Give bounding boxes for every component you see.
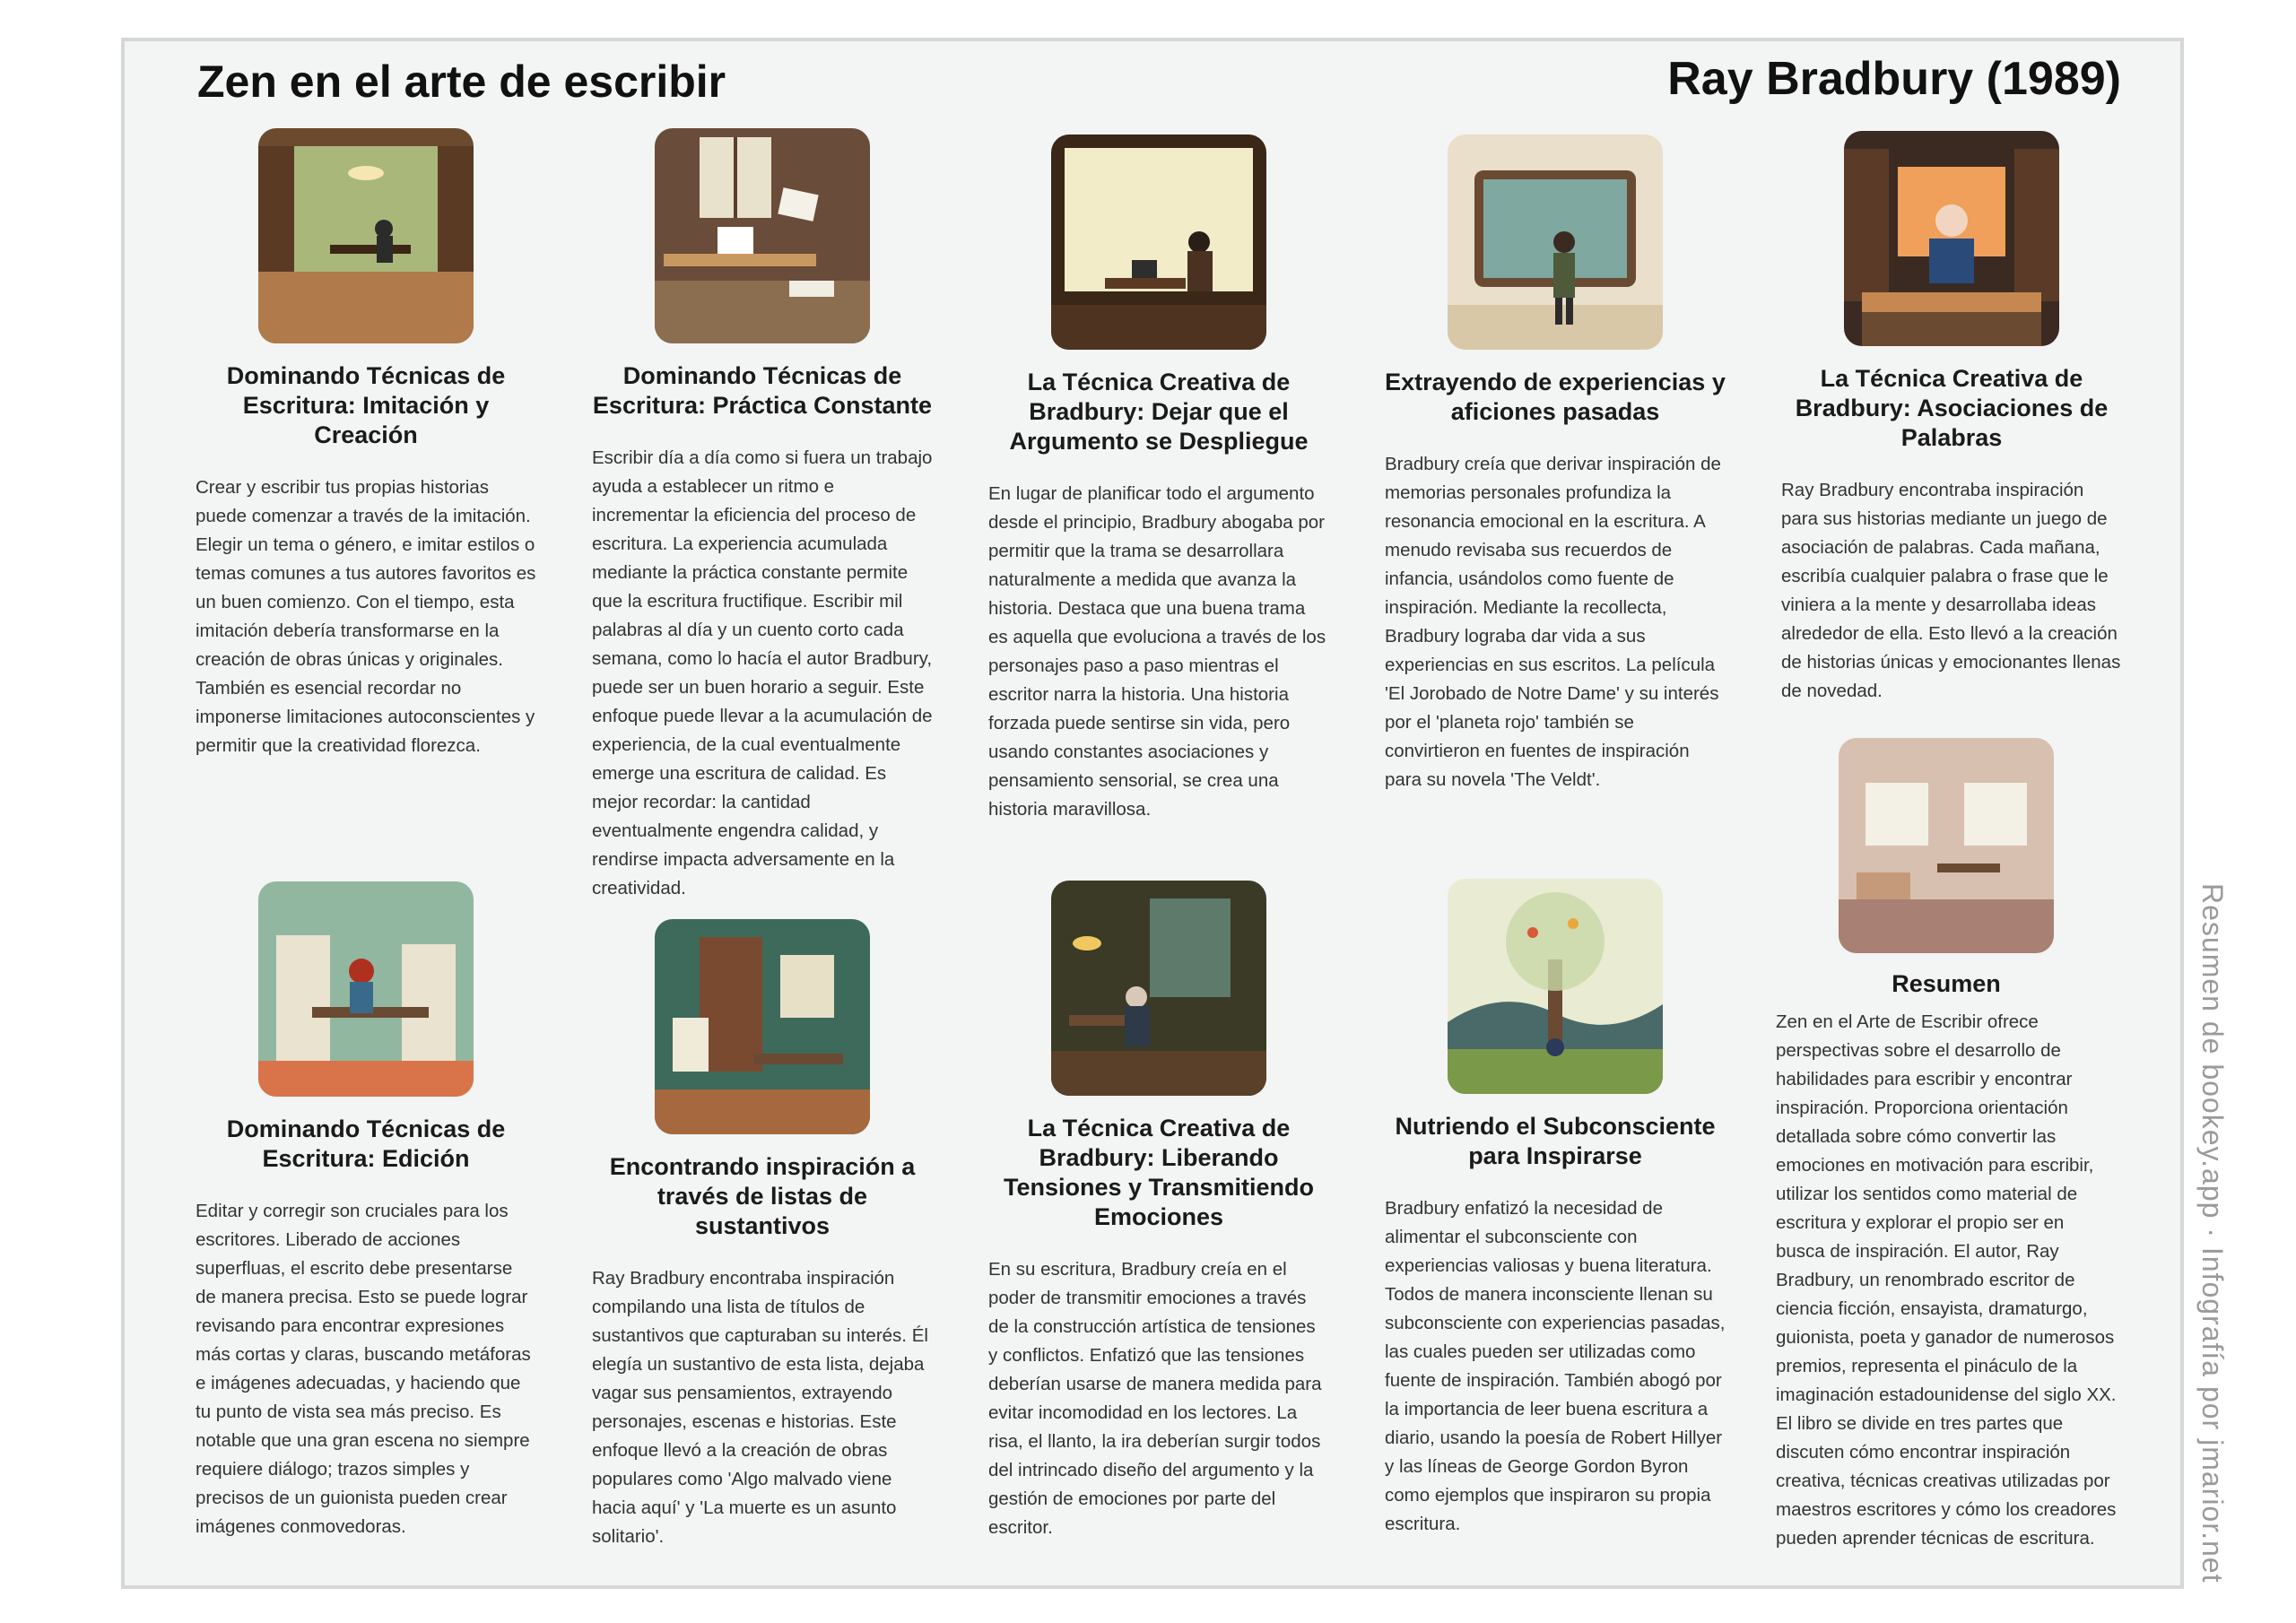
card-imitacion-creacion: [196, 128, 536, 760]
author-title: Ray Bradbury (1989): [1667, 53, 2121, 105]
side-credit: Resumen de bookey.app · Infografía por jmarior.net: [2196, 883, 2229, 1584]
card-title: La Técnica Creativa de Bradbury: Dejar que el Argumento se Despliegue: [1009, 369, 1309, 455]
card-asociaciones-palabras: [1781, 131, 2122, 706]
study-room-with-notes-illustration: [655, 919, 870, 1134]
woman-editing-at-desk-illustration: [258, 881, 474, 1097]
card-experiencias-pasadas: [1385, 135, 1726, 794]
card-body: Escribir día a día como si fuera un trabajo ayuda a establecer un ritmo e incrementar la eficiencia del proceso de escritura. La experiencia acumulada mediante la práctica constante permite que la escritura fructifique. Escribir mil palabras al día y un cuento corto cada semana, como lo hacía el autor Bradbury, puede ser un buen horario a seguir. Este enfoque puede llevar a la acumulación de experiencia, de la cual eventualmente emerge una escritura de calidad. Es mejor recordar: la cantidad eventualmente engendra calidad, y rendirse impacta adversamente en la creatividad.: [592, 447, 933, 898]
card-dejar-argumento: [988, 135, 1329, 824]
writer-in-dark-study-illustration: [1051, 881, 1266, 1096]
card-title: La Técnica Creativa de Bradbury: Asociaciones de Palabras: [1795, 365, 2109, 451]
writer-library-desk-illustration: [258, 128, 474, 343]
card-body: En su escritura, Bradbury creía en el poder de transmitir emociones a través de la construcción artística de tensiones y conflictos. Enfatizó que las tensiones deberían usarse de manera medida para evitar incomodidad en los lectores. La risa, el llanto, la ira deberían surgir todos del intrincado diseño del argumento y la gestión de emociones por parte del escritor.: [988, 1259, 1322, 1538]
card-body: En lugar de planificar todo el argumento desde el principio, Bradbury abogaba por permitir que la trama se desarrollara naturalmente a medida que avanza la historia. Destaca que una buena trama es aquella que evoluciona a través de los personajes paso a paso mientras el escritor narra la historia. Una historia forzada puede sentirse sin vida, pero usando constantes asociaciones y pensamiento sensorial, se crea una historia maravillosa.: [988, 483, 1326, 820]
card-body: Crear y escribir tus propias historias puede comenzar a través de la imitación. Elegir un tema o género, e imitar estilos o temas comunes a tus autores favoritos es un buen comienzo. Con el tiempo, esta imitación debería transformarse en la creación de obras únicas y originales. También es esencial recordar no imponerse limitaciones autoconscientes y permitir que la creatividad florezca.: [196, 477, 536, 756]
card-title: Dominando Técnicas de Escritura: Imitación y Creación: [226, 362, 506, 448]
card-title: Nutriendo el Subconsciente para Inspirarse: [1395, 1113, 1716, 1169]
card-title: Encontrando inspiración a través de listas de sustantivos: [609, 1153, 916, 1239]
book-title: Zen en el arte de escribir: [197, 56, 726, 107]
card-title: Dominando Técnicas de Escritura: Práctica Constante: [592, 362, 933, 419]
card-body: Zen en el Arte de Escribir ofrece perspectivas sobre el desarrollo de habilidades para escribir y encontrar inspiración. Proporciona orientación detallada sobre cómo convertir las emociones en motivación para escribir, utilizar los sentidos como material de escritura y explorar el propio ser en busca de inspiración. El autor, Ray Bradbury, un renombrado escritor de ciencia ficción, ensayista, dramaturgo, guionista, poeta y ganador de numerosos premios, representa el pináculo de la imaginación estadounidense del siglo XX. El libro se divide en tres partes que discuten cómo encontrar inspiración creativa, técnicas creativas utilizadas por maestros escritores y cómo los creadores pueden aprender técnicas de escritura.: [1776, 1011, 2117, 1549]
card-body: Bradbury enfatizó la necesidad de alimentar el subconsciente con experiencias valiosas y buena literatura. Todos de manera inconsciente llenan su subconsciente con experiencias pasadas, las cuales pueden ser utilizadas como fuente de inspiración. También abogó por la importancia de leer buena escritura a diario, usando la poesía de Robert Hillyer y las líneas de George Gordon Byron como ejemplos que inspiraron su propia escritura.: [1385, 1198, 1726, 1534]
card-body: Bradbury creía que derivar inspiración de memorias personales profundiza la resonancia emocional en la escritura. A menudo revisaba sus recuerdos de infancia, usándolos como fuente de inspiración. Mediante la recollecta, Bradbury lograba dar vida a sus experiencias en sus escritos. La película 'El Jorobado de Notre Dame' y su interés por el 'planeta rojo' también se convirtieron en fuentes de inspiración para su novela 'The Veldt'.: [1385, 454, 1721, 790]
older-writer-at-desk-illustration: [1844, 131, 2059, 346]
writer-at-typewriter-window-illustration: [1051, 135, 1266, 350]
card-title: Dominando Técnicas de Escritura: Edición: [226, 1115, 506, 1172]
bright-study-room-illustration: [1839, 738, 2054, 953]
card-subconsciente: [1385, 879, 1726, 1539]
card-title: Resumen: [1892, 970, 2001, 997]
person-under-tree-illustration: [1448, 879, 1663, 1094]
child-looking-at-map-illustration: [1448, 135, 1663, 350]
card-body: Ray Bradbury encontraba inspiración para sus historias mediante un juego de asociación de palabras. Cada mañana, escribía cualquier palabra o frase que le viniera a la mente y desarrollaba ideas alrededor de ella. Esto llevó a la creación de historias únicas y emocionantes llenas de novedad.: [1781, 480, 2121, 701]
card-title: Extrayendo de experiencias y aficiones pasadas: [1385, 369, 1726, 425]
desk-with-papers-illustration: [655, 128, 870, 343]
card-title: La Técnica Creativa de Bradbury: Liberando Tensiones y Transmitiendo Emociones: [1003, 1115, 1315, 1230]
card-tensiones-emociones: [988, 881, 1329, 1542]
card-listas-sustantivos: [592, 919, 933, 1551]
card-body: Editar y corregir son cruciales para los escritores. Liberado de acciones superfluas, el escrito debe presentarse de manera precisa. Esto se puede lograr revisando para encontrar expresiones más cortas y claras, buscando metáforas e imágenes adecuadas, y haciendo que tu punto de vista sea más preciso. Es notable que una gran escena no siempre requiere diálogo; trazos simples y precisos de un guionista pueden crear imágenes conmovedoras.: [196, 1201, 531, 1537]
card-resumen: [1776, 738, 2117, 1553]
card-practica-constante: [592, 128, 933, 903]
card-edicion: [196, 881, 536, 1541]
card-body: Ray Bradbury encontraba inspiración compilando una lista de títulos de sustantivos que capturaban su interés. Él elegía un sustantivo de esta lista, dejaba vagar sus pensamientos, extrayendo personajes, escenas e historias. Este enfoque llevó a la creación de obras populares como 'Algo malvado viene hacia aquí' y 'La muerte es un asunto solitario'.: [592, 1268, 928, 1547]
